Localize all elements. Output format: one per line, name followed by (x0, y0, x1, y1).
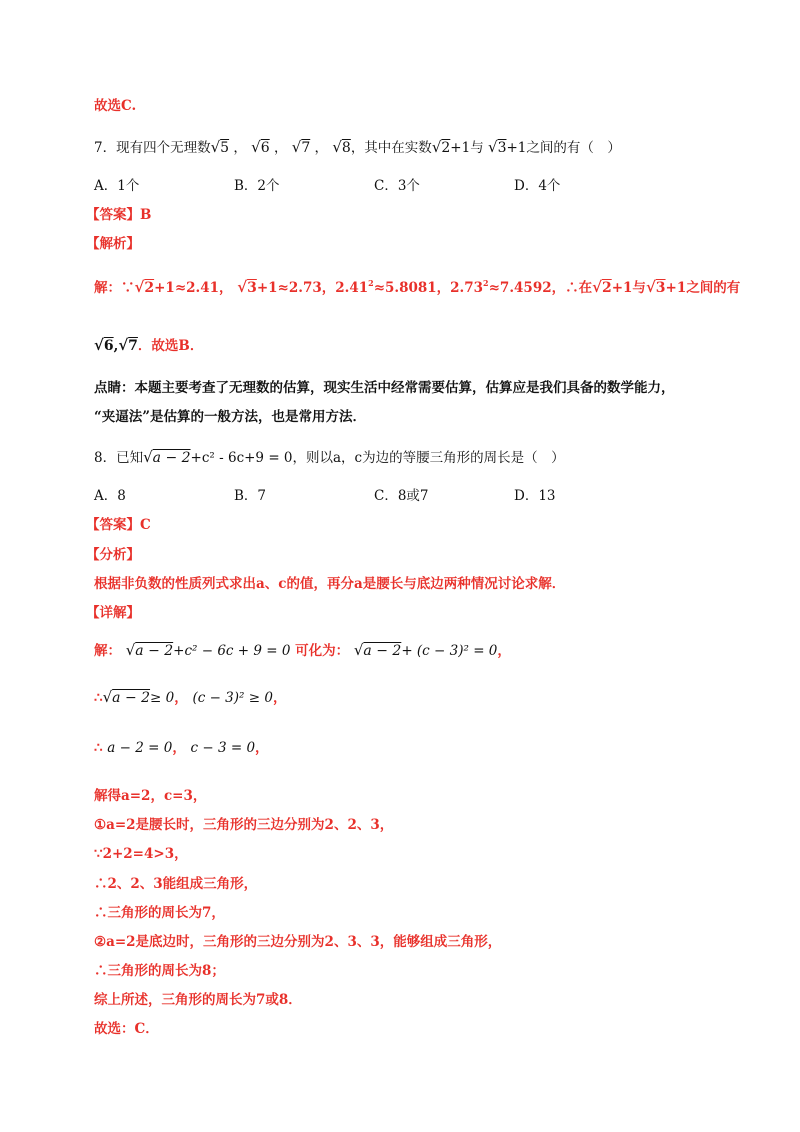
option-d: D．4个 (514, 178, 561, 194)
step-12: 故选：C． (94, 1021, 159, 1037)
step-4: 解得a=2，c=3， (94, 788, 207, 804)
option-b: B．7 (234, 488, 267, 504)
step-1: 解： √a − 2+c² − 6c + 9 = 0 可化为： √a − 2+ (c − 3)² = 0， (94, 641, 511, 659)
note-line1: 点睛：本题主要考查了无理数的估算，现实生活中经常需要估算，估算应是我们具备的数学能力， (94, 380, 675, 396)
fenxi-heading: 【分析】 (86, 547, 140, 563)
step-5: ①a=2是腰长时，三角形的三边分别为2、2、3， (94, 817, 394, 833)
step-10: ∴三角形的周长为8； (94, 963, 225, 979)
xiangjie-heading: 【详解】 (86, 605, 140, 621)
step-8: ∴三角形的周长为7， (94, 905, 225, 921)
question-8-options (94, 486, 654, 506)
note-line2: “夹逼法”是估算的一般方法，也是常用方法． (94, 409, 367, 425)
answer-7: 【答案】B (86, 207, 152, 223)
step-3: ∴ a − 2 = 0， c − 3 = 0， (94, 740, 269, 756)
option-c: C．8或7 (374, 488, 429, 504)
option-d: D．13 (514, 488, 556, 504)
solution-7-line2: √6,√7．故选B． (94, 336, 204, 354)
step-9: ②a=2是底边时，三角形的三边分别为2、3、3，能够组成三角形， (94, 934, 502, 950)
step-2: ∴√a − 2≥ 0， (c − 3)² ≥ 0， (94, 688, 287, 706)
option-a: A．1个 (94, 178, 140, 194)
previous-answer: 故选C. (94, 98, 137, 114)
analysis-heading-7: 【解析】 (86, 236, 140, 252)
question-7: 7．现有四个无理数√5 ， √6 ， √7 ， √8，其中在实数√2+1与 √3+1之间的有（ ） (94, 138, 621, 156)
option-a: A．8 (94, 488, 126, 504)
answer-8: 【答案】C (86, 517, 151, 533)
step-6: ∵2+2=4>3， (94, 846, 188, 862)
step-11: 综上所述，三角形的周长为7或8． (94, 992, 302, 1008)
step-7: ∴2、2、3能组成三角形， (94, 876, 258, 892)
fenxi-text: 根据非负数的性质列式求出a、c的值，再分a是腰长与底边两种情况讨论求解． (94, 576, 566, 592)
question-8: 8．已知√a − 2+c² - 6c+9 = 0，则以a，c为边的等腰三角形的周长是（ ） (94, 448, 565, 466)
question-7-options (94, 176, 654, 196)
option-b: B．2个 (234, 178, 280, 194)
sqrt-symbol: √ (210, 138, 221, 156)
option-c: C．3个 (374, 178, 420, 194)
solution-7-line1: 解：∵√2+1≈2.41， √3+1≈2.73，$2.41^2\approx 5.8081$，$2.73^2\approx 7.4592$，∴在√2+1与√3+1之间的有 (94, 278, 741, 296)
